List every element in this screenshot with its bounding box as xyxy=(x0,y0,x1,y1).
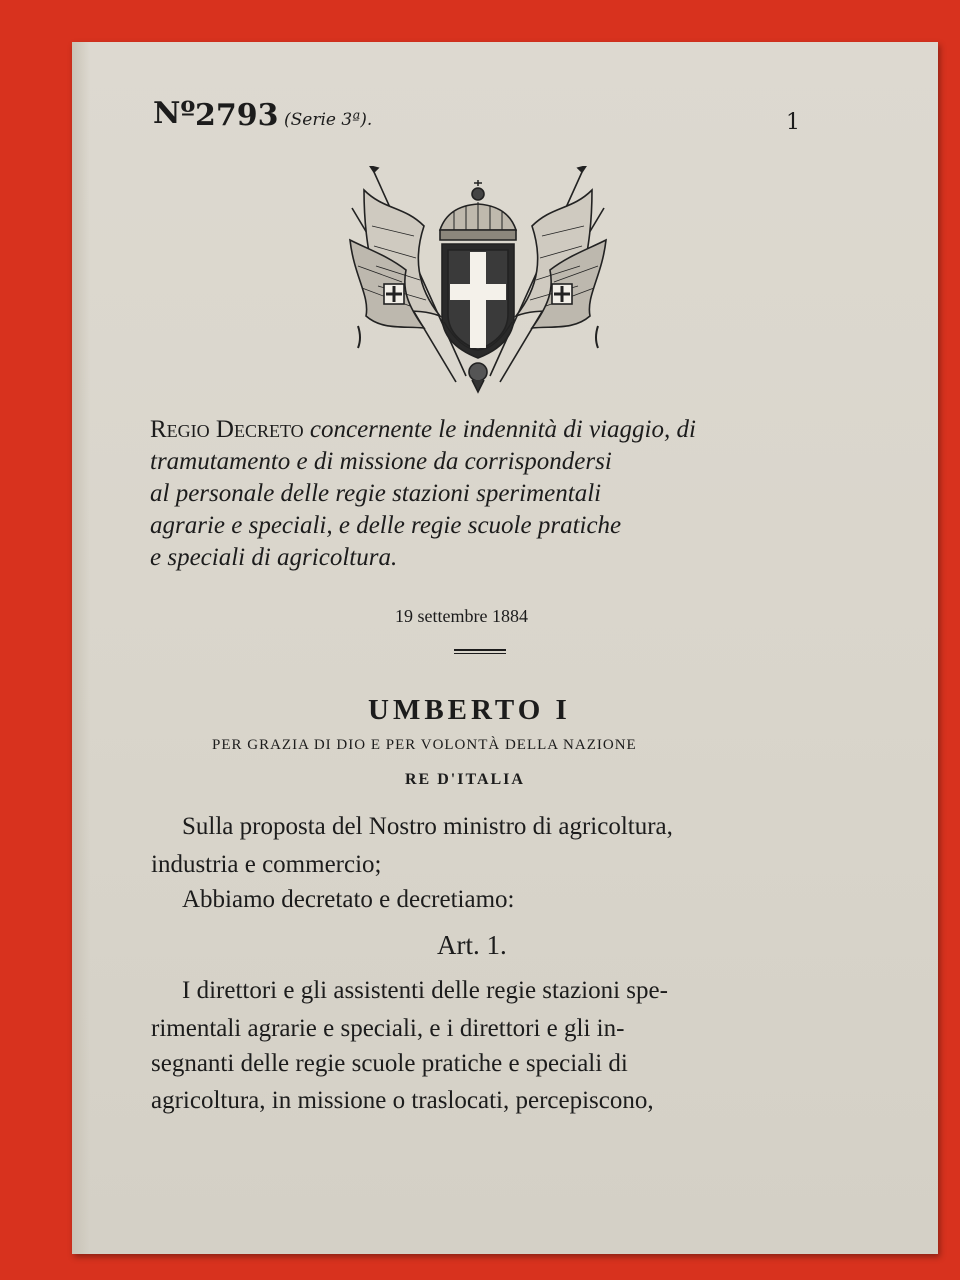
savoy-coat-of-arms-icon xyxy=(344,166,612,394)
preamble-line: industria e commercio; xyxy=(151,851,382,878)
serial-prefix: Nº xyxy=(153,96,196,131)
separator-rule xyxy=(454,649,506,654)
title-line: al personale delle regie stazioni sperimentali xyxy=(150,480,602,507)
title-lead: Regio Decreto xyxy=(150,416,304,443)
title-line: concernente le indennità di viaggio, di xyxy=(309,416,696,443)
serie-label: (Serie 3ª). xyxy=(284,110,373,130)
decree-title xyxy=(150,414,820,574)
preamble-line: Abbiamo decretato e decretiamo: xyxy=(182,886,515,913)
article-line: agricoltura, in missione o traslocati, percepiscono, xyxy=(151,1087,654,1114)
title-line: tramutamento e di missione da corrispondersi xyxy=(150,448,612,475)
article-line: rimentali agrarie e speciali, e i direttori e gli in- xyxy=(151,1015,625,1042)
sovereign-title: RE D'ITALIA xyxy=(405,771,525,788)
article-line: I direttori e gli assistenti delle regie stazioni spe- xyxy=(182,977,668,1004)
sovereign-grace: PER GRAZIA DI DIO E PER VOLONTÀ DELLA NAZIONE xyxy=(212,737,637,753)
sovereign-name: UMBERTO I xyxy=(368,694,571,726)
preamble-line: Sulla proposta del Nostro ministro di agricoltura, xyxy=(182,813,673,840)
title-line: e speciali di agricoltura. xyxy=(150,544,398,571)
page-spine-shadow xyxy=(72,42,90,1254)
article-heading: Art. 1. xyxy=(437,930,507,960)
page-number: 1 xyxy=(786,110,800,135)
decree-date: 19 settembre 1884 xyxy=(395,606,528,626)
title-line: agrarie e speciali, e delle regie scuole pratiche xyxy=(150,512,622,539)
serial-number: 2793 xyxy=(195,98,279,133)
article-line: segnanti delle regie scuole pratiche e speciali di xyxy=(151,1050,628,1077)
